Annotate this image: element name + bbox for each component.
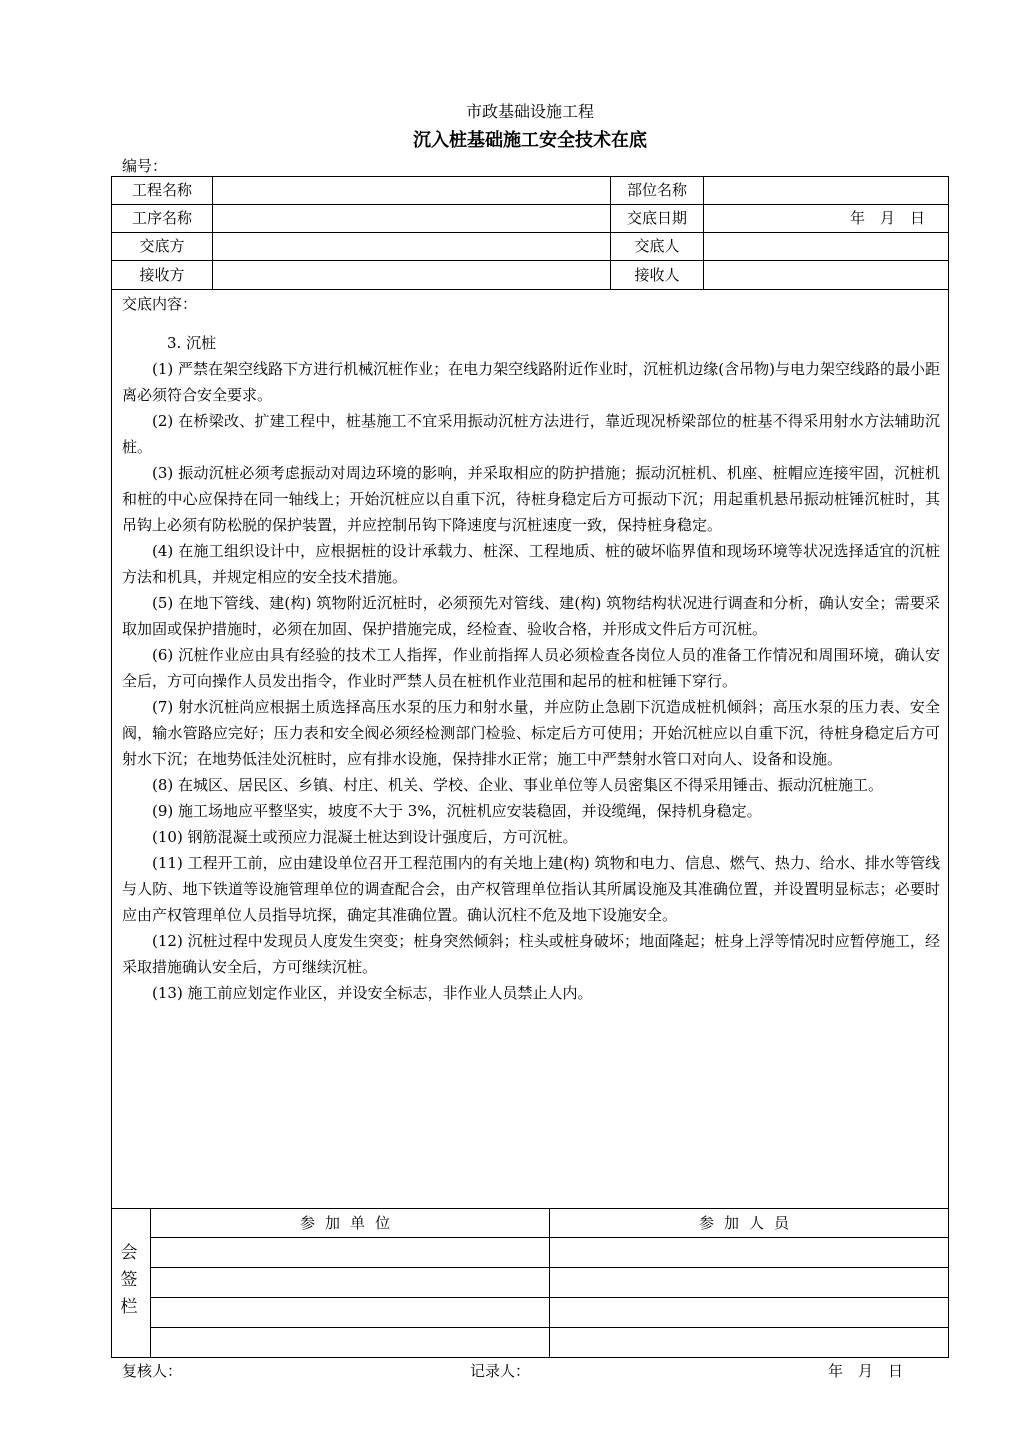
handover-person-field[interactable] xyxy=(708,232,944,260)
signoff-unit-cell[interactable] xyxy=(151,1268,549,1297)
content-paragraph: (2) 在桥梁改、扩建工程中，桩基施工不宜采用振动沉桩方法进行，靠近现况桥梁部位的桩基不得采用射水方法辅助沉桩。 xyxy=(122,412,940,456)
signoff-unit-cell[interactable] xyxy=(151,1328,549,1357)
receiver-field[interactable] xyxy=(708,261,944,289)
handover-date-label: 交底日期 xyxy=(626,209,687,227)
content-paragraph: (4) 在施工组织设计中，应根据桩的设计承载力、桩深、工程地质、桩的破坏临界值和现场环境等状况选择适宜的沉桩方法和机具，并规定相应的安全技术措施。 xyxy=(122,542,940,586)
content-paragraph: (3) 振动沉桩必须考虑振动对周边环境的影响，并采取相应的防护措施；振动沉桩机、机座、桩帽应连接牢固，沉桩机和桩的中心应保持在同一轴线上；开始沉桩应以自重下沉，待桩身稳定后方可振动下沉；用起重机悬吊振动桩锤沉桩时，其吊钩上必须有防松脱的保护装置，并应控制吊钩下降速度与沉桩速度一致，保持桩身稳定。 xyxy=(122,464,940,534)
briefing-content xyxy=(122,330,940,1006)
project-name-label: 工程名称 xyxy=(131,181,192,199)
receiving-party-field[interactable] xyxy=(218,261,606,289)
recorder-label: 记录人： xyxy=(470,1362,531,1380)
signoff-label: 会 签 栏 xyxy=(120,1243,138,1317)
handover-date-field[interactable]: 年 月 日 xyxy=(850,209,926,227)
document-subtitle: 市政基础设施工程 xyxy=(465,102,594,121)
part-name-label: 部位名称 xyxy=(626,181,687,199)
handover-person-label: 交底人 xyxy=(634,237,680,255)
signoff-person-cell[interactable] xyxy=(550,1328,948,1357)
content-paragraph: (8) 在城区、居民区、乡镇、村庄、机关、学校、企业、事业单位等人员密集区不得采用锤击、振动沉桩施工。 xyxy=(152,776,884,794)
content-paragraph: (11) 工程开工前，应由建设单位召开工程范围内的有关地上建(构) 筑物和电力、信息、燃气、热力、给水、排水等管线与人防、地下铁道等设施管理单位的调查配合会，由产权管理单位指认其所属设施及其准确位置，并设置明显标志；必要时应由产权管理单位人员指导坑探，确定其准确位置。确认沉柱不危及地下设施安全。 xyxy=(122,854,940,924)
project-name-field[interactable] xyxy=(218,176,606,204)
content-paragraph: (5) 在地下管线、建(构) 筑物附近沉桩时，必须预先对管线、建(构) 筑物结构状况进行调查和分析，确认安全；需要采取加固或保护措施时，必须在加固、保护措施完成，经检查、验收合格，并形成文件后方可沉桩。 xyxy=(122,594,940,638)
handover-party-field[interactable] xyxy=(218,232,606,260)
participating-unit-header: 参加单位 xyxy=(299,1214,400,1232)
content-paragraph: (13) 施工前应划定作业区，并设安全标志，非作业人员禁止人内。 xyxy=(152,984,593,1002)
content-label: 交底内容： xyxy=(122,295,198,313)
signoff-person-cell[interactable] xyxy=(550,1238,948,1267)
content-paragraph: (12) 沉桩过程中发现员人度发生突变；桩身突然倾斜；柱头或桩身破坏；地面隆起；桩身上浮等情况时应暂停施工，经采取措施确认安全后，方可继续沉桩。 xyxy=(122,932,940,976)
section-heading: 3. 沉桩 xyxy=(167,334,217,352)
content-paragraph: (9) 施工场地应平整坚实，坡度不大于 3%，沉桩机应安装稳固，并设缆绳，保持机身稳定。 xyxy=(152,802,762,820)
content-paragraph: (10) 钢筋混凝土或预应力混凝土桩达到设计强度后，方可沉桩。 xyxy=(152,828,578,846)
process-name-label: 工序名称 xyxy=(131,209,192,227)
handover-party-label: 交底方 xyxy=(139,237,185,255)
part-name-field[interactable] xyxy=(708,176,944,204)
process-name-field[interactable] xyxy=(218,204,606,232)
signoff-person-cell[interactable] xyxy=(550,1268,948,1297)
signoff-person-cell[interactable] xyxy=(550,1298,948,1327)
signoff-unit-cell[interactable] xyxy=(151,1238,549,1267)
document-code-label: 编号： xyxy=(122,157,168,175)
footer-date: 年 月 日 xyxy=(828,1362,904,1380)
reviewer-label: 复核人： xyxy=(122,1362,183,1380)
receiver-label: 接收人 xyxy=(634,266,680,284)
signoff-unit-cell[interactable] xyxy=(151,1298,549,1327)
document-title: 沉入桩基础施工安全技术在底 xyxy=(413,130,647,151)
content-paragraph: (6) 沉桩作业应由具有经验的技术工人指挥，作业前指挥人员必须检查各岗位人员的准备工作情况和周围环境，确认安全后，方可向操作人员发出指令，作业时严禁人员在桩机作业范围和起吊的桩和桩锤下穿行。 xyxy=(122,646,940,690)
content-paragraph: (7) 射水沉桩尚应根据土质选择高压水泵的压力和射水量，并应防止急剧下沉造成桩机倾斜；高压水泵的压力表、安全阀，输水管路应完好；压力表和安全阀必须经检测部门检验、标定后方可使用；开始沉桩应以自重下沉，待桩身稳定后方可射水下沉；在地势低洼处沉桩时，应有排水设施，保持排水正常；施工中严禁射水管口对向人、设备和设施。 xyxy=(122,698,940,768)
content-paragraph: (1) 严禁在架空线路下方进行机械沉桩作业；在电力架空线路附近作业时，沉桩机边缘(含吊物)与电力架空线路的最小距离必须符合安全要求。 xyxy=(122,360,940,404)
participating-person-header: 参加人员 xyxy=(698,1214,799,1232)
receiving-party-label: 接收方 xyxy=(139,266,185,284)
